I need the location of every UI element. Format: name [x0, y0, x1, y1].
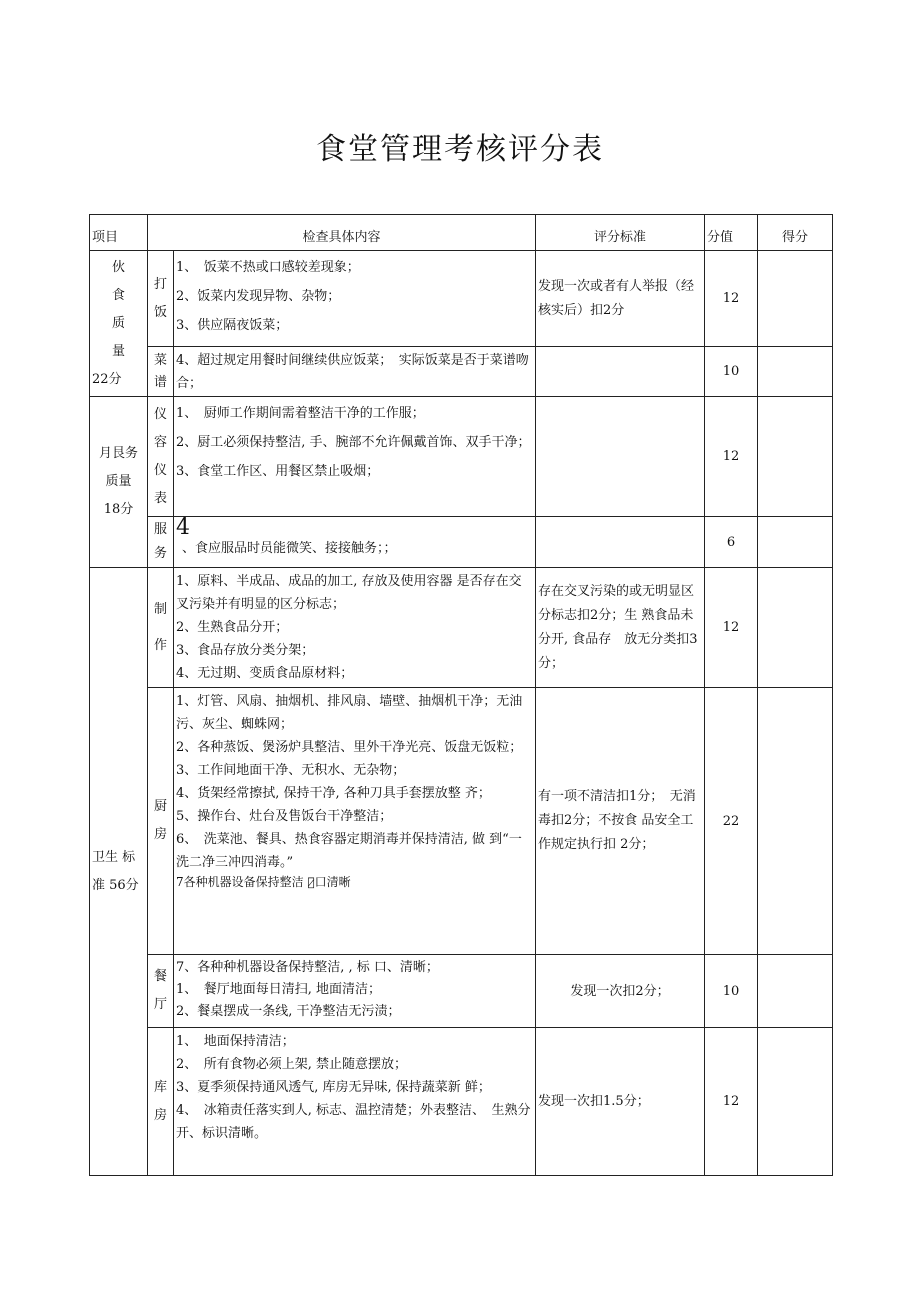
table-row: [90, 517, 833, 568]
points-cell: 6: [705, 517, 758, 568]
points-cell: 12: [705, 568, 758, 688]
content-cell: 7、各种种机器设备保持整洁, , 标 口、清晰； 1、 餐厅地面每日清扫, 地面清洁； 2、餐桌摆成一条线, 干净整洁无污渍；: [174, 955, 536, 1028]
criteria-cell: 发现一次扣2分；: [536, 955, 705, 1028]
header-item: 项目: [90, 215, 148, 251]
score-cell[interactable]: [758, 1028, 833, 1176]
table-row: [90, 1028, 833, 1176]
points-cell: 10: [705, 347, 758, 397]
evaluation-table: [89, 214, 833, 1176]
points-cell: 22: [705, 688, 758, 955]
score-cell[interactable]: [758, 955, 833, 1028]
table-row: [90, 568, 833, 688]
criteria-cell: 发现一次或者有人举报（经核实后）扣2分: [536, 251, 705, 347]
table-row: [90, 347, 833, 397]
criteria-cell: 有一项不清洁扣1分； 无消毒扣2分；不按食 品安全工作规定执行扣 2分；: [536, 688, 705, 955]
header-score: 得分: [758, 215, 833, 251]
score-cell[interactable]: [758, 397, 833, 517]
subcategory-cell: 服 务: [148, 517, 174, 568]
content-cell: 1、 厨师工作期间需着整洁干净的工作服； 2、厨工必须保持整洁, 手、腕部不允许佩戴首饰、双手干净； 3、食堂工作区、用餐区禁止吸烟；: [174, 397, 536, 517]
subcategory-cell: 制 作: [148, 568, 174, 688]
category-cell: 卫生 标 准 56分: [90, 568, 148, 1176]
content-cell: 4 、食应服品时员能微笑、接接触务；；: [174, 517, 536, 568]
score-cell[interactable]: [758, 517, 833, 568]
content-cell: 4、超过规定用餐时间继续供应饭菜； 实际饭菜是否于菜谱吻合；: [174, 347, 536, 397]
table-row: [90, 688, 833, 955]
header-row: [90, 215, 833, 251]
points-cell: 10: [705, 955, 758, 1028]
subcategory-cell: 餐 厅: [148, 955, 174, 1028]
category-cell: 伙 食 质 量 22分: [90, 251, 148, 397]
criteria-cell: 发现一次扣1.5分；: [536, 1028, 705, 1176]
score-cell[interactable]: [758, 347, 833, 397]
content-cell: 1、 地面保持清洁； 2、 所有食物必须上架, 禁止随意摆放； 3、夏季须保持通风透气, 库房无异味, 保持蔬菜新 鲜； 4、 冰箱责任落实到人, 标志、温控清楚；外表整洁、 生熟分开、标识清晰。: [174, 1028, 536, 1176]
score-cell[interactable]: [758, 251, 833, 347]
criteria-cell: [536, 347, 705, 397]
category-cell: 月艮务 质量 18分: [90, 397, 148, 568]
criteria-cell: [536, 517, 705, 568]
subcategory-cell: 厨 房: [148, 688, 174, 955]
table-row: [90, 397, 833, 517]
subcategory-cell: 菜 谱: [148, 347, 174, 397]
header-points: 分值: [705, 215, 758, 251]
header-content: 检查具体内容: [148, 215, 536, 251]
subcategory-cell: 打 饭: [148, 251, 174, 347]
subcategory-cell: 库 房: [148, 1028, 174, 1176]
score-cell[interactable]: [758, 568, 833, 688]
criteria-cell: 存在交叉污染的或无明显区分标志扣2分；生 熟食品未分开, 食品存 放无分类扣3分；: [536, 568, 705, 688]
content-cell: 1、 饭菜不热或口感较差现象； 2、饭菜内发现异物、杂物； 3、供应隔夜饭菜；: [174, 251, 536, 347]
points-cell: 12: [705, 1028, 758, 1176]
table-row: [90, 251, 833, 347]
score-cell[interactable]: [758, 688, 833, 955]
content-cell: 1、灯管、风扇、抽烟机、排风扇、墙壁、抽烟机干净；无油污、灰尘、蜘蛛网； 2、各种蒸饭、煲汤炉具整洁、里外干净光亮、饭盘无饭粒； 3、工作间地面干净、无积水、无杂物； 4、货架经常擦拭, 保持干净, 各种刀具手套摆放整 齐； 5、操作台、灶台及售饭台干净整洁； 6、 洗菜池、餐具、热食容器定期消毒并保持清洁, 做 到“一洗二净三冲四消毒。” 7各种机器设备保持整洁 标̷口清晰: [174, 688, 536, 955]
points-cell: 12: [705, 397, 758, 517]
page-title: 食堂管理考核评分表: [316, 132, 604, 167]
points-cell: 12: [705, 251, 758, 347]
header-criteria: 评分标准: [536, 215, 705, 251]
table-row: [90, 955, 833, 1028]
subcategory-cell: 仪 容 仪 表: [148, 397, 174, 517]
criteria-cell: [536, 397, 705, 517]
content-cell: 1、原料、半成品、成品的加工, 存放及使用容器 是否存在交叉污染并有明显的区分标志； 2、生熟食品分开； 3、食品存放分类分架； 4、无过期、变质食品原材料；: [174, 568, 536, 688]
